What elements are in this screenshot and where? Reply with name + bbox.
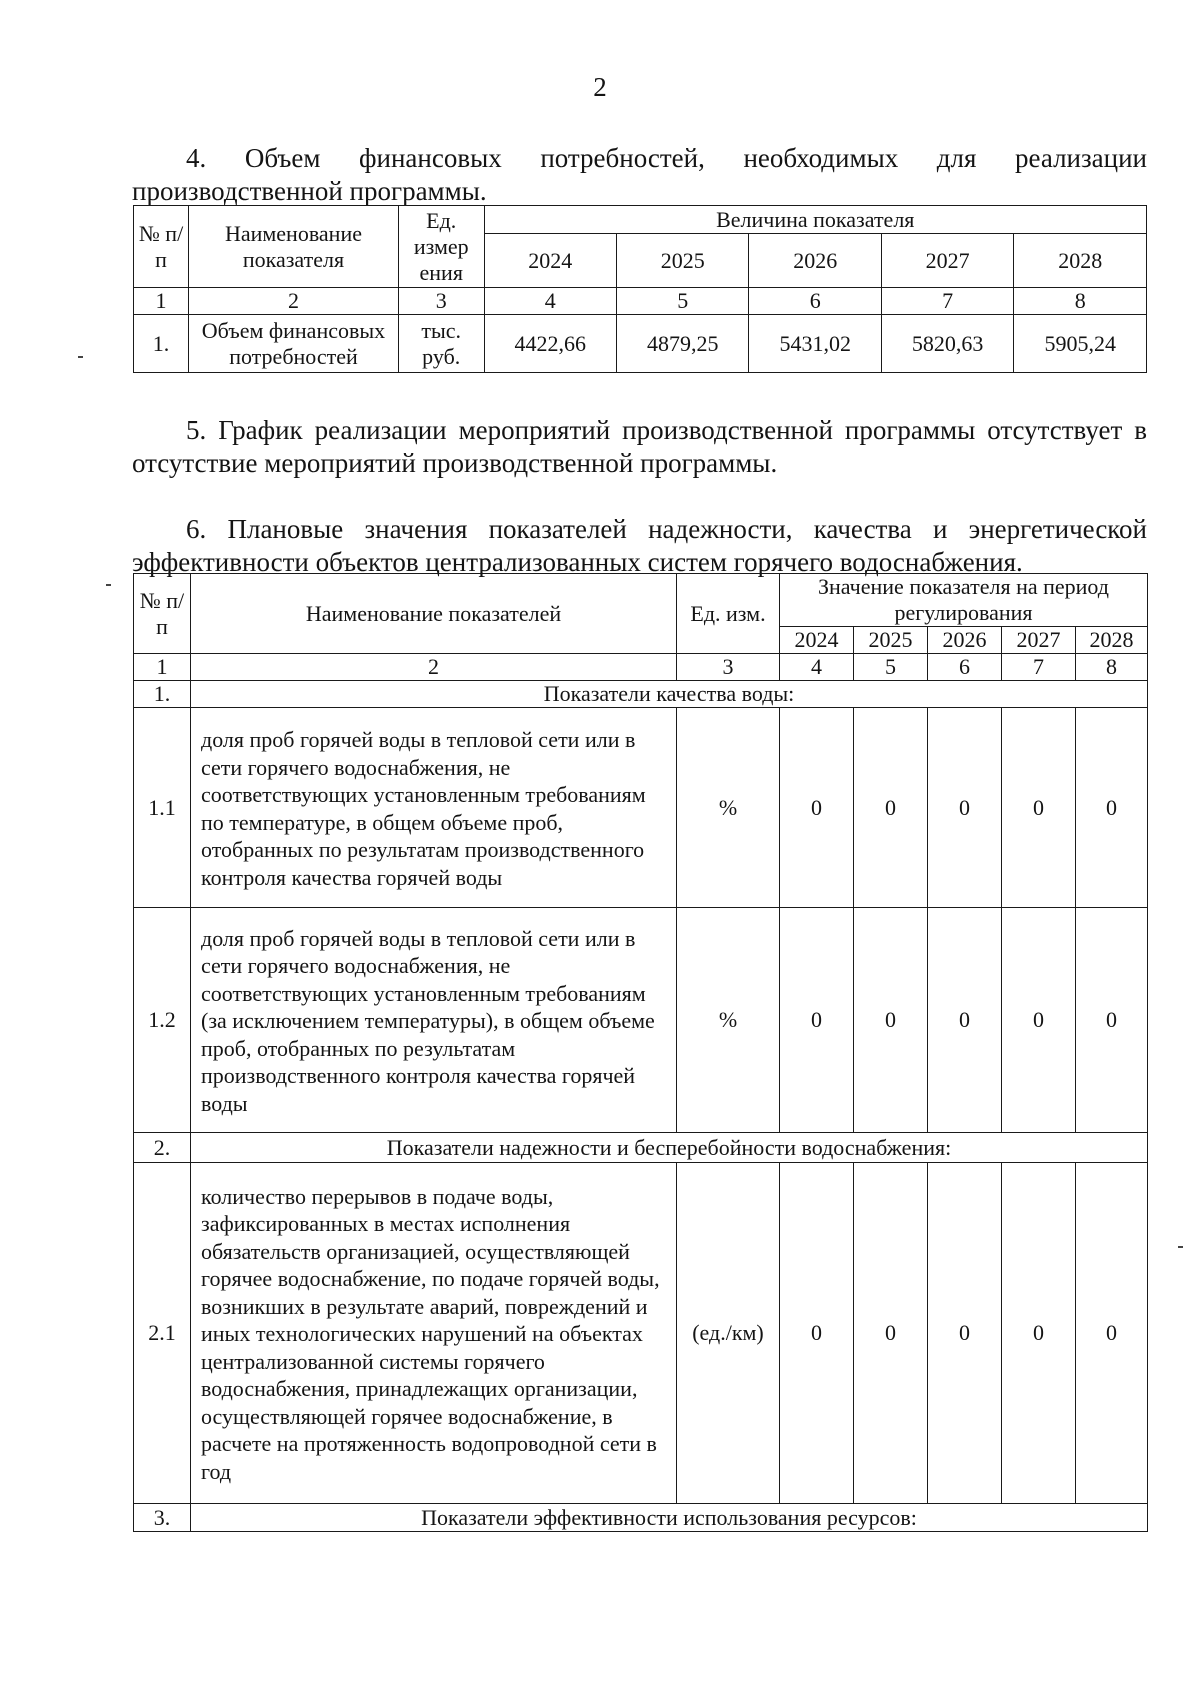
col-number: 7 [881,288,1013,315]
row-value: 0 [1076,908,1148,1133]
section-5-text-body: 5. График реализации мероприятий производственной программы отсутствует в отсутствие мероприятий производственной программы. [132,415,1147,478]
section-6-heading-text: 6. Плановые значения показателей надежности, качества и энергетической эффективности объектов централизованных систем горячего водоснабжения. [132,514,1147,577]
col-number: 3 [677,654,780,681]
indicators-table [133,573,1148,1532]
row-value: 4422,66 [484,315,616,373]
col-header-no: № п/п [134,206,189,288]
row-no: 1.2 [134,908,191,1133]
row-value: 0 [854,708,928,908]
row-value: 0 [928,708,1002,908]
col-number: 1 [134,654,191,681]
section-title: Показатели надежности и бесперебойности водоснабжения: [191,1133,1148,1163]
col-header-no: № п/п [134,574,191,654]
row-value: 0 [1002,1163,1076,1504]
row-unit: тыс. руб. [398,315,484,373]
table-row [134,708,1148,908]
row-value: 0 [1076,1163,1148,1504]
col-number: 6 [749,288,881,315]
col-header-unit: Ед. изм. [677,574,780,654]
row-description: количество перерывов в подаче воды, зафиксированных в местах исполнения обязательств организацией, осуществляющей горячее водоснабжение, по подаче горячей воды, возникших в результате аварий, повреждений и иных технологических нарушений на объектах централизованной системы горячего водоснабжения, принадлежащих организации, осуществляющей горячее водоснабжение, в расчете на протяженность водопроводной сети в год [191,1163,677,1504]
section-6-heading [132,513,1147,579]
section-row [134,681,1148,708]
section-title: Показатели качества воды: [191,681,1148,708]
row-name: Объем финансовых потребностей [189,315,399,373]
row-value: 0 [1002,708,1076,908]
col-number: 5 [854,654,928,681]
col-number: 2 [191,654,677,681]
col-number: 5 [617,288,749,315]
year-header: 2026 [928,627,1002,654]
row-unit: % [677,908,780,1133]
row-value: 0 [1002,908,1076,1133]
row-value: 5905,24 [1014,315,1147,373]
section-title: Показатели эффективности использования ресурсов: [191,1504,1148,1532]
col-header-value-group: Величина показателя [484,206,1146,234]
section-row [134,1504,1148,1532]
section-no: 3. [134,1504,191,1532]
row-description: доля проб горячей воды в тепловой сети или в сети горячего водоснабжения, не соответствующих установленным требованиям по температуре, в общем объеме проб, отобранных по результатам производственного контроля качества горячей воды [191,708,677,908]
row-value: 0 [1076,708,1148,908]
section-row [134,1133,1148,1163]
section-no: 2. [134,1133,191,1163]
col-number: 3 [398,288,484,315]
col-header-name: Наименование показателя [189,206,399,288]
table-row [134,315,1147,373]
col-header-value-group: Значение показателя на период регулирования [780,574,1148,627]
scan-speck [1178,1246,1183,1248]
section-4-heading [132,142,1147,208]
row-value: 5431,02 [749,315,881,373]
row-value: 0 [780,1163,854,1504]
col-number: 8 [1014,288,1147,315]
section-5-text [132,414,1147,480]
table-row [134,1163,1148,1504]
row-value: 0 [780,908,854,1133]
financial-needs-table [133,205,1147,373]
year-header: 2024 [780,627,854,654]
scan-speck [78,356,83,358]
row-value: 0 [928,908,1002,1133]
row-no: 1. [134,315,189,373]
row-value: 0 [854,908,928,1133]
row-unit: (ед./км) [677,1163,780,1504]
col-number: 4 [780,654,854,681]
col-number: 7 [1002,654,1076,681]
row-value: 0 [928,1163,1002,1504]
year-header: 2028 [1076,627,1148,654]
year-header: 2025 [617,234,749,288]
section-4-heading-text: 4. Объем финансовых потребностей, необходимых для реализации производственной программы. [132,143,1147,206]
row-no: 1.1 [134,708,191,908]
col-number: 8 [1076,654,1148,681]
row-value: 5820,63 [881,315,1013,373]
row-no: 2.1 [134,1163,191,1504]
year-header: 2028 [1014,234,1147,288]
col-number: 2 [189,288,399,315]
year-header: 2026 [749,234,881,288]
col-number: 1 [134,288,189,315]
row-value: 0 [854,1163,928,1504]
row-value: 4879,25 [617,315,749,373]
row-value: 0 [780,708,854,908]
row-unit: % [677,708,780,908]
section-no: 1. [134,681,191,708]
year-header: 2027 [1002,627,1076,654]
col-number: 4 [484,288,616,315]
scan-speck [106,584,111,586]
year-header: 2025 [854,627,928,654]
col-header-name: Наименование показателей [191,574,677,654]
row-description: доля проб горячей воды в тепловой сети или в сети горячего водоснабжения, не соответствующих установленным требованиям (за исключением температуры), в общем объеме проб, отобранных по результатам производственного контроля качества горячей воды [191,908,677,1133]
table-row [134,908,1148,1133]
year-header: 2024 [484,234,616,288]
col-number: 6 [928,654,1002,681]
col-header-unit: Ед. измер ения [398,206,484,288]
year-header: 2027 [881,234,1013,288]
page-number: 2 [593,72,607,102]
